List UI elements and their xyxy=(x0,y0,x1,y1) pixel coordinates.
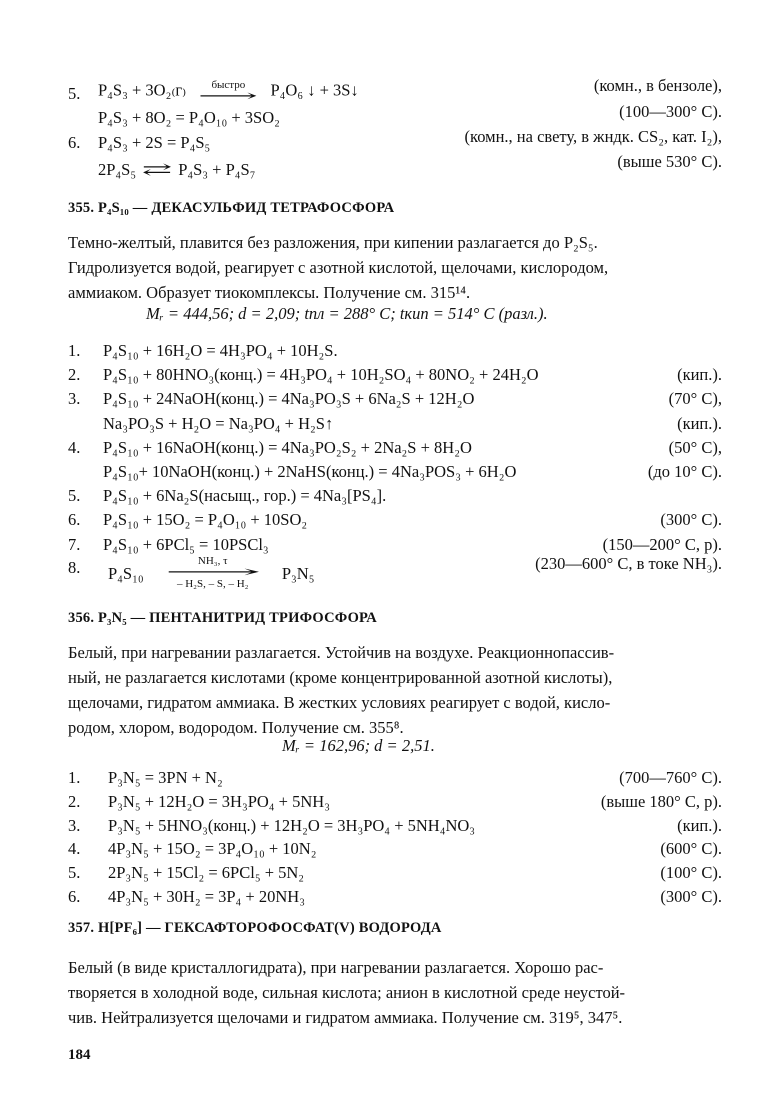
reaction-equation: 4P₃N₅ + 30H₂ = 3P₄ + 20NH₃ xyxy=(108,887,305,906)
reaction-number: 5. xyxy=(68,486,81,506)
reaction-equation: 2P₃N₅ + 15Cl₂ = 6PCl₅ + 5N₂ xyxy=(108,863,305,883)
reaction-equation: P₃N₅ = 3PN + N₂ xyxy=(108,768,223,787)
description-line: родом, хлором, водородом. Получение см. 355⁸. xyxy=(68,718,404,737)
description-line: щелочами, гидратом аммиака. В жестких условиях реагирует с водой, кисло- xyxy=(68,693,611,712)
reaction-equation: P₄S₁₀ + 6Na₂S(насыщ., гор.) = 4Na₃[PS₄]. xyxy=(103,486,387,506)
section-heading: 357. H[PF₆] — ГЕКСАФТОРОФОСФАТ(V) ВОДОРОДА xyxy=(68,920,442,936)
reaction-equation: P₄S₁₀ + 24NaOH(конц.) = 4Na₃PO₃S + 6Na₂S + 12H₂O xyxy=(103,389,475,409)
reaction-number: 5. xyxy=(68,863,81,883)
arrow-icon: ⟶ xyxy=(164,564,261,581)
equilibrium-arrow-icon: ⇄ xyxy=(141,160,173,179)
description-line: Гидролизуется водой, реагирует с азотной кислотой, щелочами, кислородом, xyxy=(68,258,609,277)
reaction-number: 1. xyxy=(68,768,81,787)
arrow xyxy=(190,80,266,103)
reaction-condition: (70° С), xyxy=(668,389,722,409)
reaction-condition: (100° С). xyxy=(660,863,722,883)
page-number: 184 xyxy=(68,1047,91,1063)
reaction-condition: (выше 180° С, p). xyxy=(600,791,722,811)
reaction-condition: (комн., на свету, в жндк. CS₂, кат. I₂), xyxy=(464,127,722,146)
reaction-equation: P₄S₁₀ + 80HNO₃(конц.) = 4H₃PO₄ + 10H₂SO₄ + 80NO₂ + 24H₂O xyxy=(103,365,539,385)
arrow-sublabel: – H₂S, – S, – H₂ xyxy=(176,578,249,590)
reaction-condition: (100—300° С). xyxy=(619,102,722,121)
reaction-condition: (выше 530° С). xyxy=(617,152,722,171)
section-heading: 355. P₄S₁₀ — ДЕКАСУЛЬФИД ТЕТРАФОСФОРА xyxy=(68,200,395,216)
reaction-condition: (кип.). xyxy=(677,413,722,433)
equation-right: P₄O₆ ↓ + 3S↓ xyxy=(270,80,359,100)
reaction-condition: (кип.). xyxy=(677,365,722,385)
equation-right: P₄S₃ + P₄S₇ xyxy=(178,160,256,179)
reaction-equation: P₄S₃ + 8O₂ = P₄O₁₀ + 3SO₂ xyxy=(98,108,280,127)
section-description xyxy=(68,955,724,1030)
arrow xyxy=(154,556,272,590)
reaction-number: 4. xyxy=(68,437,81,457)
section-description xyxy=(68,230,724,305)
reaction-condition: (300° С). xyxy=(660,887,722,906)
description-line: Темно-желтый, плавится без разложения, при кипении разлагается до P₂S₅. xyxy=(68,233,598,252)
description-line: Белый (в виде кристаллогидрата), при нагревании разлагается. Хорошо рас- xyxy=(68,958,604,977)
reaction-equation xyxy=(98,160,255,180)
reaction-condition: (до 10° С). xyxy=(647,462,722,481)
arrow-icon: ⟶ xyxy=(198,88,259,105)
reaction-equation xyxy=(98,80,359,103)
equation-left: 2P₄S₅ xyxy=(98,160,137,179)
reaction-equation: P₄S₁₀ + 16NaOH(конц.) = 4Na₃PO₂S₂ + 2Na₂S + 8H₂O xyxy=(103,437,472,457)
reaction-condition: (кип.). xyxy=(677,815,722,835)
arrow-label: NH₃, τ xyxy=(197,555,228,567)
description-line: аммиаком. Образует тиокомплексы. Получение см. 315¹⁴. xyxy=(68,283,471,302)
reaction-number: 2. xyxy=(68,365,81,385)
description-line: творяется в холодной воде, сильная кислота; анион в кислотной среде неустой- xyxy=(68,983,626,1002)
reaction-number: 4. xyxy=(68,839,81,859)
reaction-equation: P₃N₅ + 5HNO₃(конц.) + 12H₂O = 3H₃PO₄ + 5NH₄NO₃ xyxy=(108,815,476,835)
reaction-condition: (230—600° С, в токе NH₃). xyxy=(535,554,722,573)
description-line: чив. Нейтрализуется щелочами и гидратом аммиака. Получение см. 319⁵, 347⁵. xyxy=(68,1008,623,1027)
reaction-equation: P₄S₁₀ + 6PCl₅ = 10PSCl₃ xyxy=(103,534,269,554)
physical-constants: Mᵣ = 444,56; d = 2,09; tпл = 288° С; tкип = 514° С (разл.). xyxy=(146,304,548,323)
section-description xyxy=(68,640,724,740)
reaction-equation: P₄S₁₀+ 10NaOH(конц.) + 2NaHS(конц.) = 4Na₃POS₃ + 6H₂O xyxy=(103,462,517,481)
reaction-number: 6. xyxy=(68,133,81,152)
reaction-equation: P₃N₅ + 12H₂O = 3H₃PO₄ + 5NH₃ xyxy=(108,791,330,811)
reaction-condition: (150—200° С, p). xyxy=(602,534,722,554)
reaction-equation: P₄S₁₀ + 15O₂ = P₄O₁₀ + 10SO₂ xyxy=(103,510,308,530)
reaction-number: 3. xyxy=(68,815,81,835)
equation-right: P₃N₅ xyxy=(281,563,315,583)
reaction-condition: (комн., в бензоле), xyxy=(593,76,722,95)
reaction-number: 6. xyxy=(68,887,81,906)
reaction-condition: (50° С), xyxy=(668,437,722,457)
equation-left: P₄S₃ + 3O₂₍г₎ xyxy=(98,80,187,100)
description-line: ный, не разлагается кислотами (кроме концентрированной азотной кислоты), xyxy=(68,668,613,687)
section-heading: 356. P₃N₅ — ПЕНТАНИТРИД ТРИФОСФОРА xyxy=(68,610,377,626)
reaction-equation xyxy=(108,555,315,592)
reaction-equation: Na₃PO₃S + H₂O = Na₃PO₄ + H₂S↑ xyxy=(103,413,334,433)
reaction-number: 7. xyxy=(68,534,81,554)
reaction-number: 5. xyxy=(68,84,81,103)
reaction-number: 3. xyxy=(68,389,81,409)
reaction-number: 8. xyxy=(68,558,81,577)
physical-constants: Mᵣ = 162,96; d = 2,51. xyxy=(282,736,435,755)
reaction-number: 6. xyxy=(68,510,81,530)
reaction-equation: P₄S₃ + 2S = P₄S₅ xyxy=(98,133,211,152)
reaction-equation: P₄S₁₀ + 16H₂O = 4H₃PO₄ + 10H₂S. xyxy=(103,341,338,360)
reaction-condition: (600° С). xyxy=(660,839,722,859)
reaction-number: 1. xyxy=(68,341,81,360)
arrow-label: быстро xyxy=(211,79,246,91)
reaction-condition: (700—760° С). xyxy=(619,768,722,787)
description-line: Белый, при нагревании разлагается. Устойчив на воздухе. Реакционнопассив- xyxy=(68,643,615,662)
reaction-condition: (300° С). xyxy=(660,510,722,530)
equation-left: P₄S₁₀ xyxy=(108,563,144,583)
reaction-number: 2. xyxy=(68,791,81,811)
reaction-equation: 4P₃N₅ + 15O₂ = 3P₄O₁₀ + 10N₂ xyxy=(108,839,317,859)
